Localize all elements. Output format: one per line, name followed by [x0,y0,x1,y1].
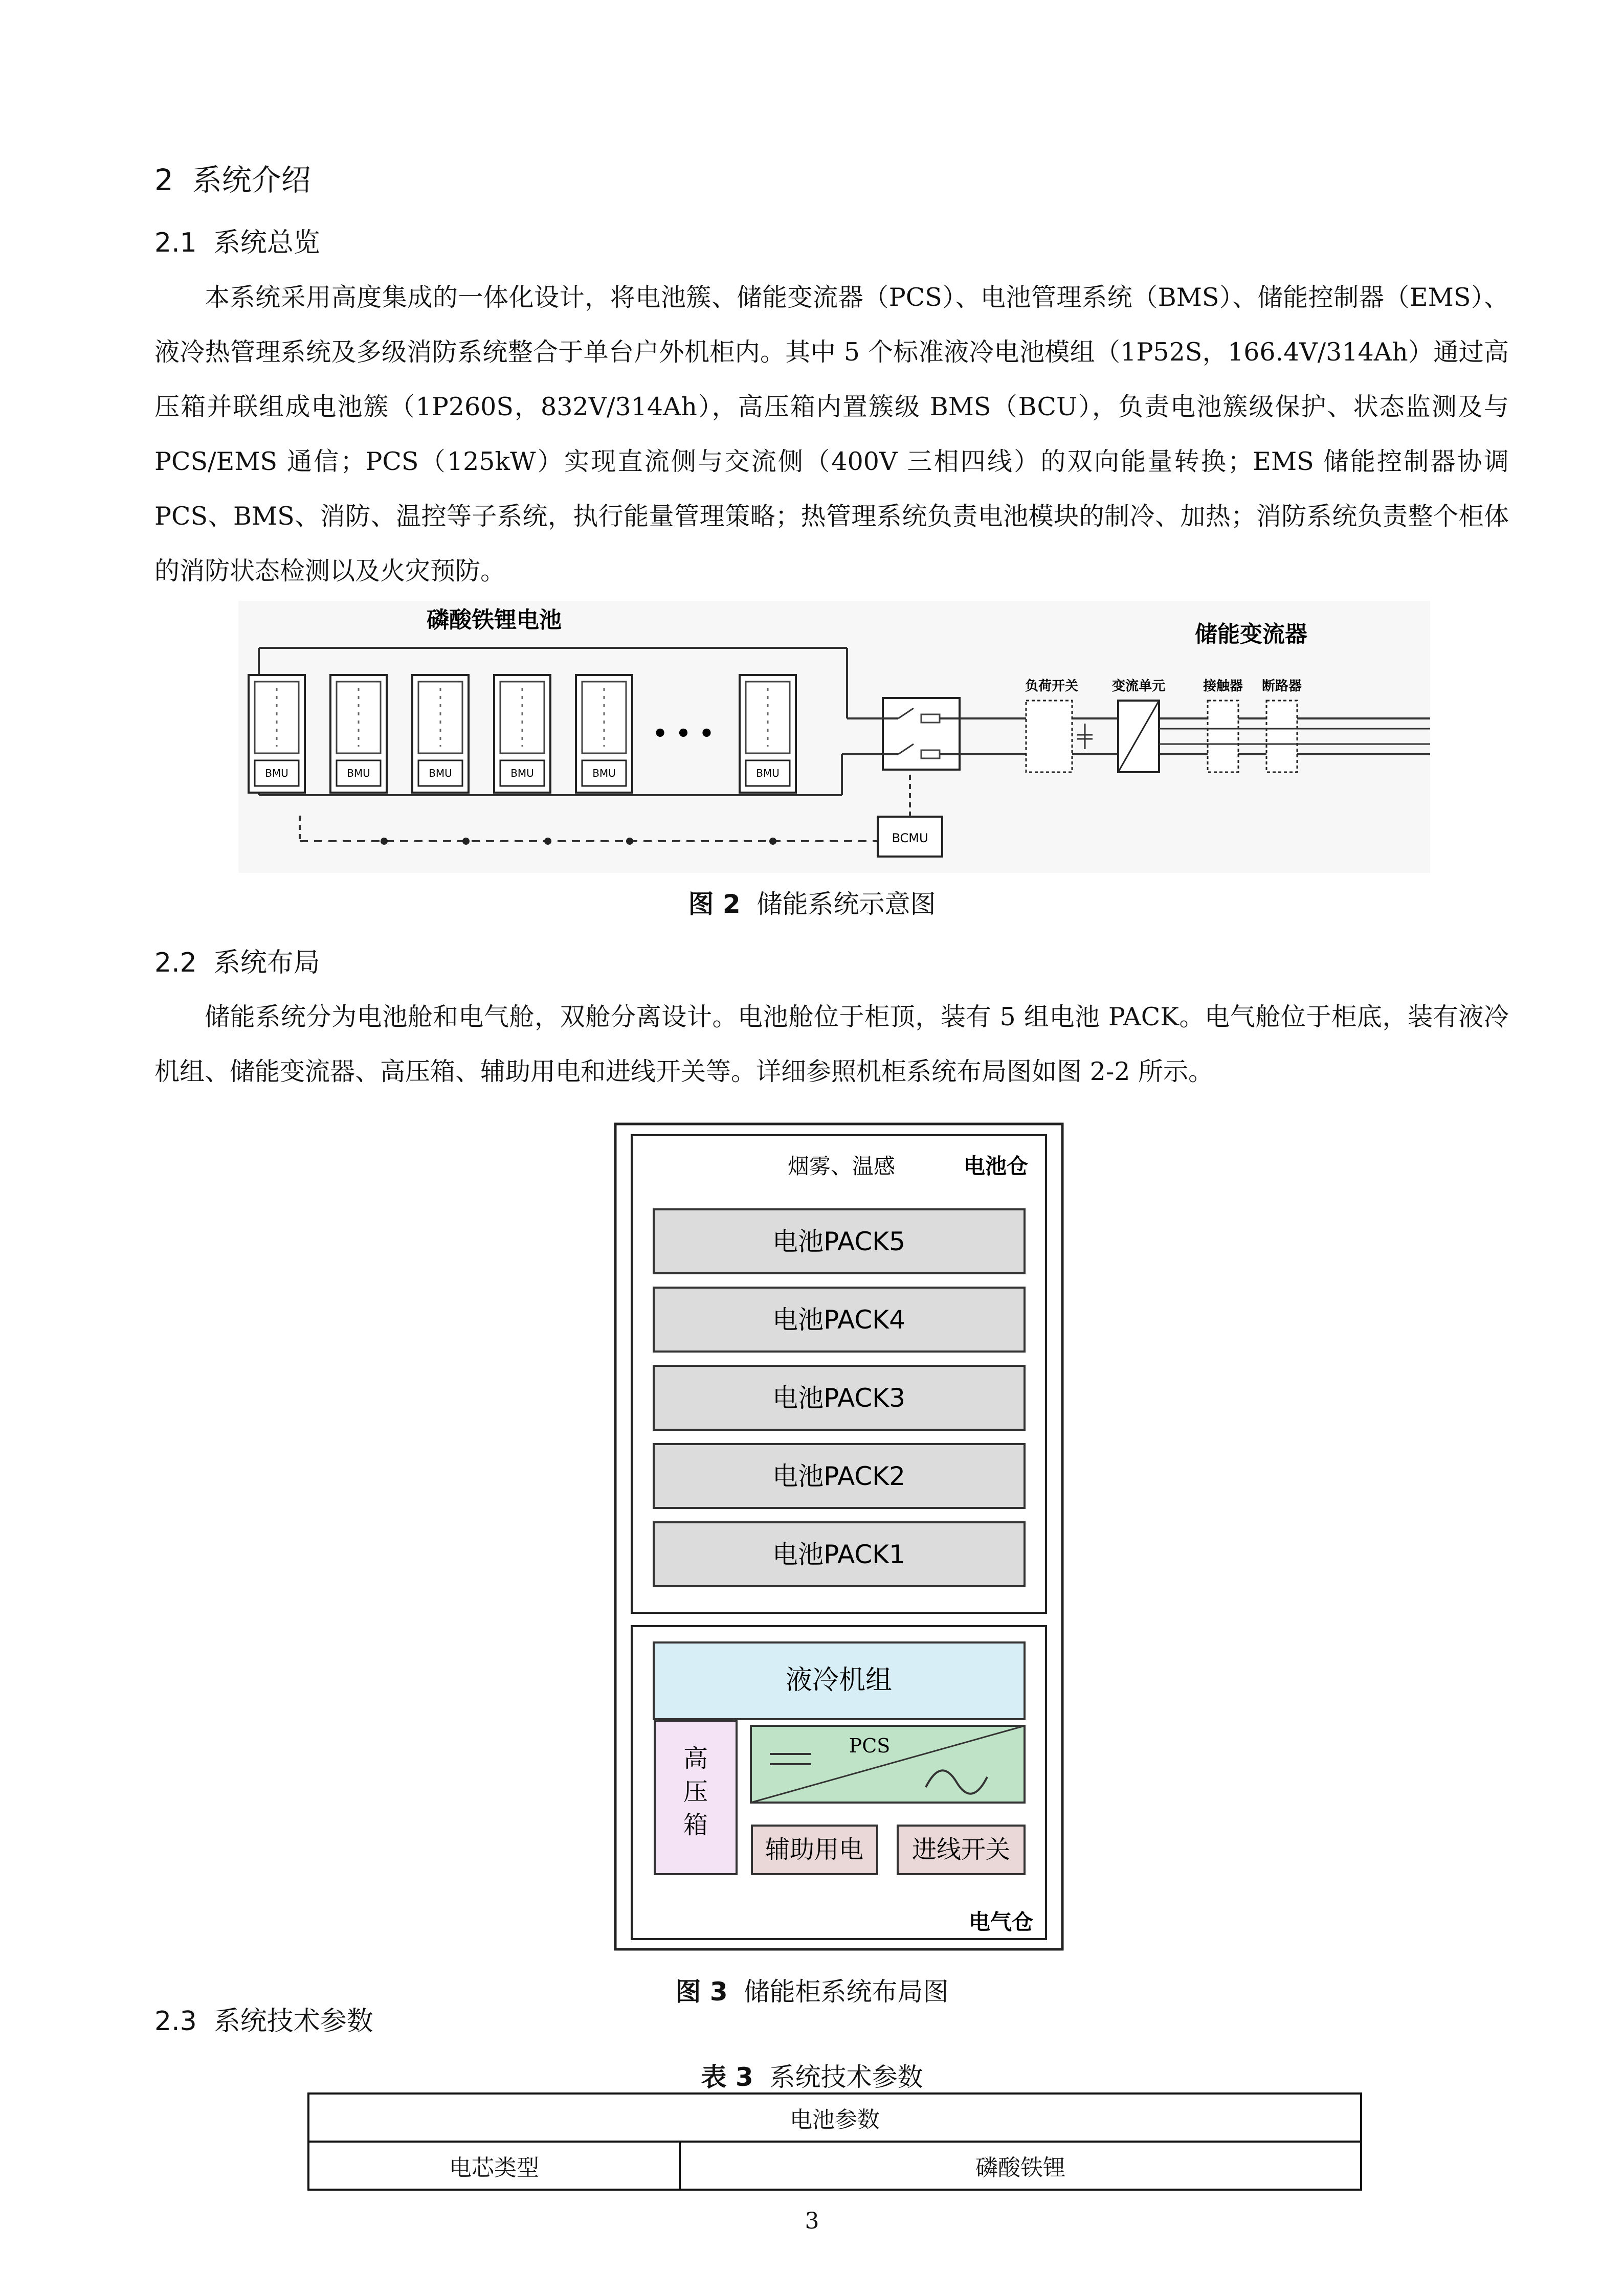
section-heading [154,156,311,199]
pack-5 [654,1209,1025,1273]
subsection-title: 系统总览 [213,228,320,258]
subsection-heading-2-1 [154,221,320,259]
tech-params-table [307,2092,1362,2191]
hv-box-char: 高 [683,1744,708,1773]
subsection-title: 系统布局 [213,948,320,978]
pack-label: 电池PACK5 [772,1227,905,1256]
bmu-label: BMU [756,767,780,779]
figure-2-caption [0,884,1624,920]
subsection-heading-2-3 [154,1999,373,2038]
table-3-label: 表 3 [701,2062,753,2092]
table-3-caption [0,2057,1624,2094]
subsection-number: 2.3 [154,2006,197,2037]
aux-power-label: 辅助用电 [765,1835,864,1864]
battery-title: 磷酸铁锂电池 [427,607,562,633]
hv-box-char: 压 [683,1777,708,1806]
pack-label: 电池PACK2 [772,1461,905,1491]
hv-box-char: 箱 [683,1811,708,1839]
section-title: 系统介绍 [192,163,311,197]
pack-4 [654,1288,1025,1352]
table-cell-value: 磷酸铁锂 [680,2142,1361,2190]
battery-module-4 [494,675,550,793]
battery-module-5 [576,675,632,793]
bmu-label: BMU [347,767,370,779]
subsection-number: 2.2 [154,948,197,978]
breaker-label: 断路器 [1261,679,1302,694]
layout-paragraph: 储能系统分为电池舱和电气舱，双舱分离设计。电池舱位于柜顶，装有 5 组电池 PACK。电气舱位于柜底，装有液冷机组、储能变流器、高压箱、辅助用电和进线开关等。详细参照机柜系统布局图如图 2-2 所示。 [154,1002,1509,1086]
battery-module-n [740,675,796,793]
pcs-title: 储能变流器 [1195,621,1307,647]
pack-2 [654,1444,1025,1508]
figure-2-title: 储能系统示意图 [757,889,936,919]
ellipsis-dots: • • • [652,719,715,747]
section-number: 2 [154,163,173,197]
table-header-cell: 电池参数 [308,2094,1361,2142]
contactor-label: 接触器 [1203,679,1243,694]
pcs-label: PCS [849,1735,891,1757]
table-header-row [308,2094,1361,2142]
hv-box [655,1721,737,1874]
converter-unit-label: 变流单元 [1111,679,1166,694]
bmu-label: BMU [592,767,616,779]
bmu-label: BMU [510,767,534,779]
subsection-heading-2-2 [154,941,320,979]
incoming-switch [898,1826,1025,1874]
subsection-number: 2.1 [154,228,197,258]
pack-label: 电池PACK3 [772,1383,905,1413]
pack-label: 电池PACK1 [772,1540,905,1569]
liquid-cooling-unit [654,1642,1025,1719]
subsection-title: 系统技术参数 [213,2006,373,2037]
bmu-label: BMU [265,767,288,779]
sensors-label: 烟雾、温感 [787,1154,896,1179]
overview-paragraph: 本系统采用高度集成的一体化设计，将电池簇、储能变流器（PCS）、电池管理系统（BMS）、储能控制器（EMS）、液冷热管理系统及多级消防系统整合于单台户外机柜内。其中 5 个标准液冷电池模组（1P52S，166.4V/314Ah）通过高压箱并联组成电池簇（1P260S，832V/314Ah），高压箱内置簇级 BMS（BCU），负责电池簇级保护、状态监测及与 PCS/EMS 通信；PCS（125kW）实现直流侧与交流侧（400V 三相四线）的双向能量转换；EMS 储能控制器协调 PCS、BMS、消防、温控等子系统，执行能量管理策略；热管理系统负责电池模块的制冷、加热；消防系统负责整个柜体的消防状态检测以及火灾预防。 [154,283,1509,586]
energy-storage-schematic [238,601,1430,873]
cabinet-layout-diagram [614,1122,1064,1951]
table-row [308,2142,1361,2190]
table-3-title: 系统技术参数 [769,2062,923,2092]
pack-label: 电池PACK4 [772,1305,905,1335]
figure-3-title: 储能柜系统布局图 [744,1977,949,2007]
figure-2-label: 图 2 [688,889,741,919]
battery-module-2 [330,675,387,793]
electrical-cabin-label: 电气仓 [968,1909,1033,1934]
pcs-unit [751,1726,1025,1803]
load-switch-label: 负荷开关 [1025,679,1079,694]
table-cell-key: 电芯类型 [308,2142,680,2190]
cooling-label: 液冷机组 [785,1665,893,1696]
pack-1 [654,1522,1025,1586]
bcmu-label: BCMU [892,831,928,845]
bmu-label: BMU [429,767,452,779]
page-number: 3 [805,2208,819,2234]
battery-cabin-label: 电池仓 [963,1154,1028,1179]
figure-3-label: 图 3 [675,1977,728,2007]
aux-power [752,1826,877,1874]
pack-3 [654,1366,1025,1430]
battery-module-1 [249,675,305,793]
incoming-switch-label: 进线开关 [911,1835,1011,1864]
battery-module-3 [412,675,469,793]
